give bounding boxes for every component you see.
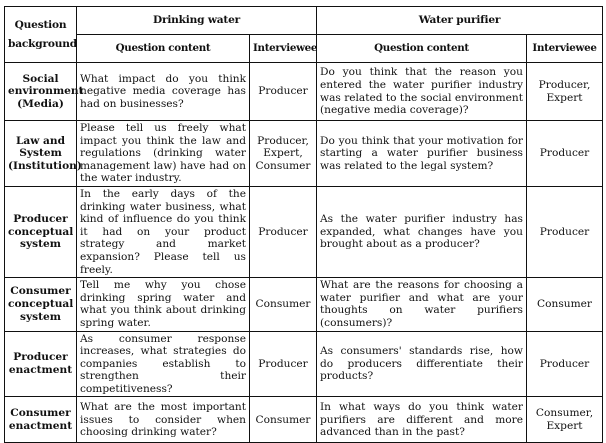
purifier-interviewee: Producer: [527, 186, 603, 277]
row-background: Consumer conceptual system: [5, 278, 77, 331]
drinking-interviewee: Consumer: [250, 397, 317, 443]
purifier-interviewee: Producer: [527, 331, 603, 397]
purifier-question: What are the reasons for choosing a water purifier and what are your thoughts on water purifiers (consumers)?: [317, 278, 527, 331]
drinking-interviewee: Consumer: [250, 278, 317, 331]
table-row: [5, 121, 603, 187]
table-row: [5, 186, 603, 277]
drinking-water-header: Drinking water: [77, 7, 317, 35]
purifier-question-content-header: Question content: [317, 35, 527, 63]
drinking-interviewee: Producer: [250, 331, 317, 397]
table-row: [5, 63, 603, 121]
question-background-line2: background: [8, 37, 77, 50]
drinking-interviewee: Producer, Expert, Consumer: [250, 121, 317, 187]
purifier-question: As consumers' standards rise, how do producers differentiate their products?: [317, 331, 527, 397]
purifier-question: As the water purifier industry has expanded, what changes have you brought about as a producer?: [317, 186, 527, 277]
purifier-interviewee: Consumer: [527, 278, 603, 331]
question-table: [4, 6, 603, 443]
question-background-line1: Question: [14, 18, 67, 31]
drinking-interviewee: Producer: [250, 186, 317, 277]
table-row: [5, 397, 603, 443]
drinking-question: In the early days of the drinking water business, what kind of influence do you think it had on your product strategy and market expansion? Please tell us freely.: [77, 186, 250, 277]
table-row: [5, 278, 603, 331]
purifier-question: Do you think that the reason you entered the water purifier industry was related to the social environment (negative media coverage)?: [317, 63, 527, 121]
drinking-question-content-header: Question content: [77, 35, 250, 63]
water-purifier-header: Water purifier: [317, 7, 603, 35]
table-row: [5, 331, 603, 397]
purifier-interviewee: Producer, Expert: [527, 63, 603, 121]
row-background: Social environment (Media): [5, 63, 77, 121]
purifier-question: In what ways do you think water purifiers are different and more advanced than in the past?: [317, 397, 527, 443]
drinking-question: What impact do you think negative media coverage has had on businesses?: [77, 63, 250, 121]
purifier-question: Do you think that your motivation for starting a water purifier business was related to the legal system?: [317, 121, 527, 187]
row-background: Producer enactment: [5, 331, 77, 397]
row-background: Producer conceptual system: [5, 186, 77, 277]
row-background: Consumer enactment: [5, 397, 77, 443]
purifier-interviewee-header: Interviewee: [527, 35, 603, 63]
row-background: Law and System (Institution): [5, 121, 77, 187]
drinking-question: What are the most important issues to consider when choosing drinking water?: [77, 397, 250, 443]
drinking-question: As consumer response increases, what strategies do companies establish to strengthen their competitiveness?: [77, 331, 250, 397]
purifier-interviewee: Producer: [527, 121, 603, 187]
drinking-interviewee: Producer: [250, 63, 317, 121]
drinking-interviewee-header: Interviewee: [250, 35, 317, 63]
purifier-interviewee: Consumer, Expert: [527, 397, 603, 443]
drinking-question: Tell me why you chose drinking spring water and what you think about drinking spring water.: [77, 278, 250, 331]
question-background-header: [5, 7, 77, 63]
drinking-question: Please tell us freely what impact you think the law and regulations (drinking water management law) have had on the water industry.: [77, 121, 250, 187]
